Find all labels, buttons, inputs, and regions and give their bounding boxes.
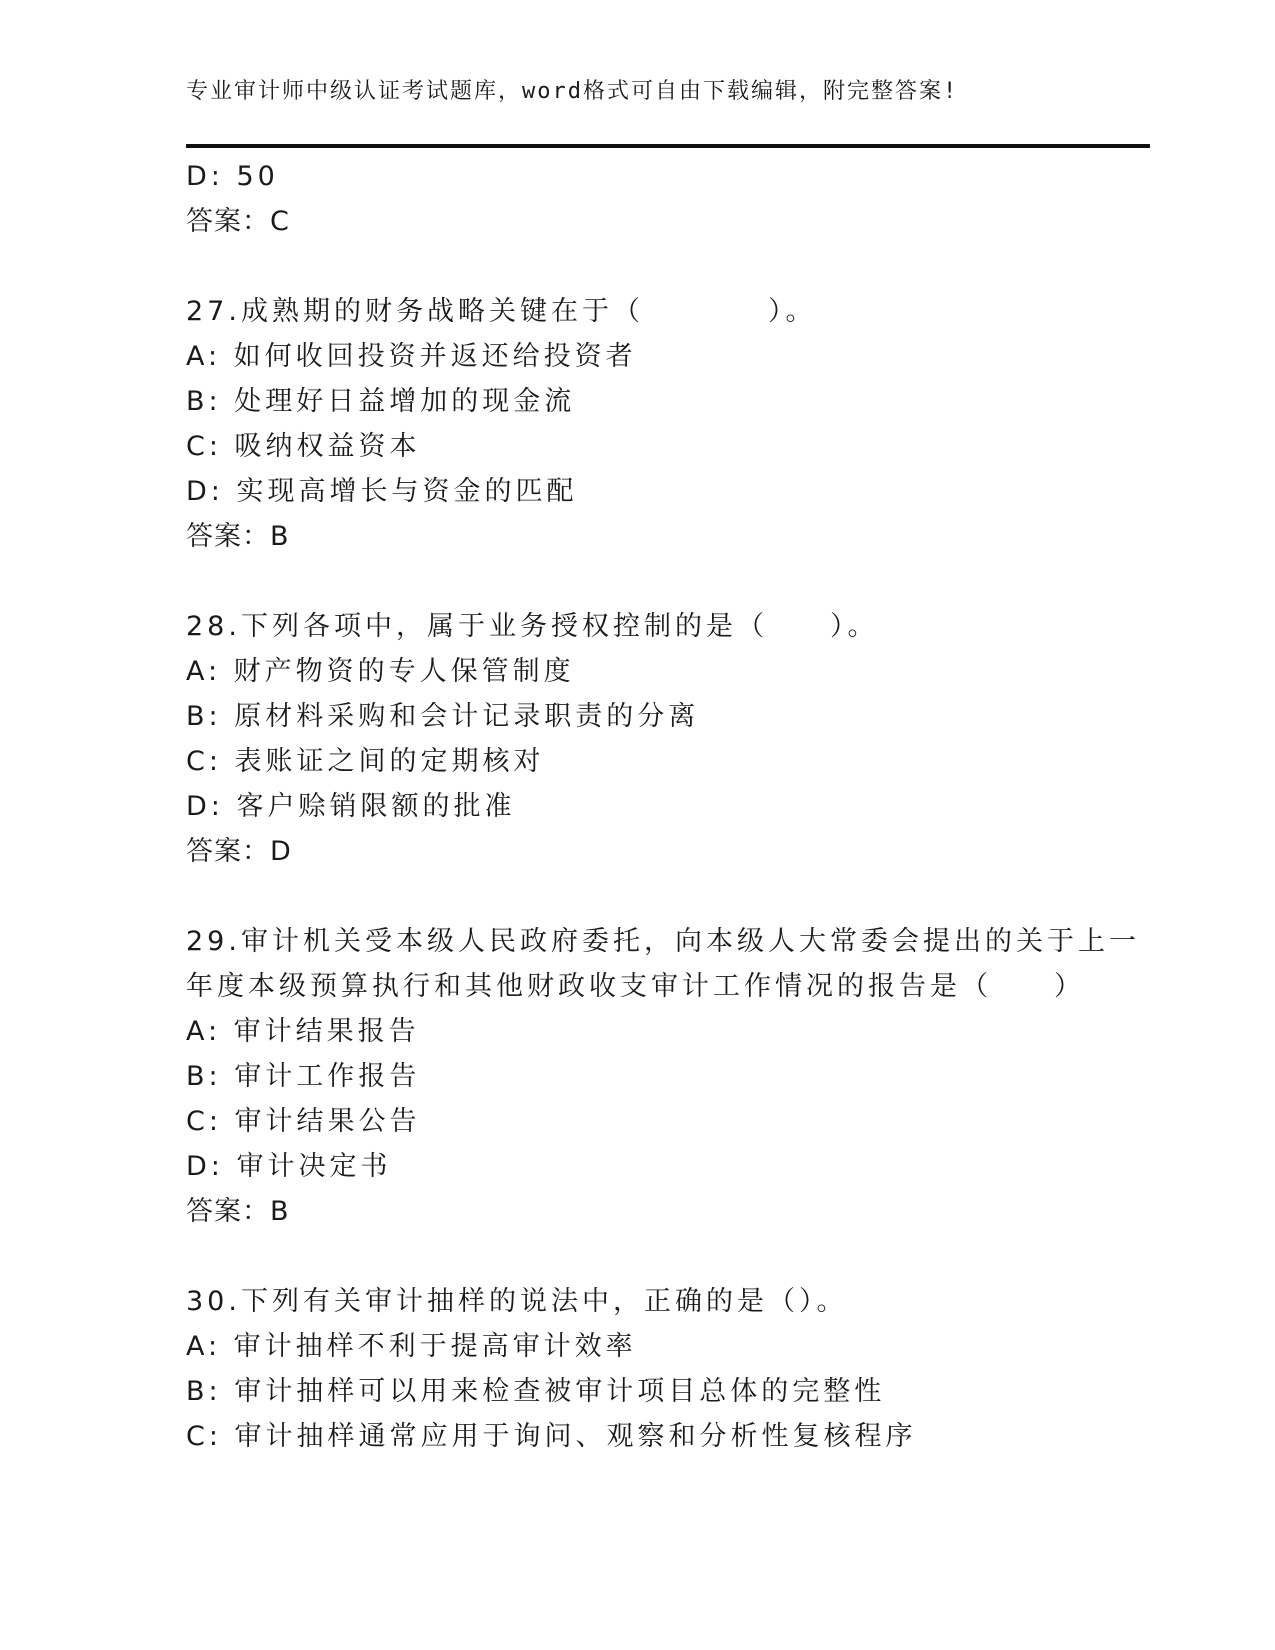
option-d: D: 审计决定书 (186, 1151, 392, 1182)
question-28 (186, 604, 1086, 874)
option-a: A: 审计结果报告 (186, 1016, 420, 1047)
question-stem: 30.下列有关审计抽样的说法中，正确的是（）。 (186, 1286, 848, 1317)
option-a: A: 如何收回投资并返还给投资者 (186, 341, 637, 372)
option-b: B: 处理好日益增加的现金流 (186, 386, 576, 417)
question-content (186, 154, 1140, 1459)
option-c: C: 表账证之间的定期核对 (186, 746, 545, 777)
question-stem: 28.下列各项中，属于业务授权控制的是（ ）。 (186, 611, 879, 642)
header-divider (186, 144, 1150, 148)
answer-line: 答案：B (186, 1196, 290, 1227)
option-d: D: 客户赊销限额的批准 (186, 791, 516, 822)
option-a: A: 审计抽样不利于提高审计效率 (186, 1331, 637, 1362)
question-stem-line-1: 29.审计机关受本级人民政府委托，向本级人大常委会提出的关于上一 (186, 926, 1140, 957)
question-stem-line-2: 年度本级预算执行和其他财政收支审计工作情况的报告是（ ） (186, 971, 1085, 1002)
page-header: 专业审计师中级认证考试题库，word格式可自由下载编辑，附完整答案! (186, 79, 959, 104)
option-d: D: 50 (186, 161, 279, 192)
question-30 (186, 1279, 1086, 1459)
answer-line: 答案：C (186, 206, 290, 237)
question-27 (186, 289, 1086, 559)
answer-line: 答案：D (186, 836, 292, 867)
option-c: C: 审计抽样通常应用于询问、观察和分析性复核程序 (186, 1421, 917, 1452)
option-a: A: 财产物资的专人保管制度 (186, 656, 575, 687)
option-b: B: 原材料采购和会计记录职责的分离 (186, 701, 700, 732)
question-stem: 27.成熟期的财务战略关键在于（ ）。 (186, 296, 817, 327)
answer-line: 答案：B (186, 521, 290, 552)
option-c: C: 吸纳权益资本 (186, 431, 421, 462)
question-29 (186, 919, 1140, 1234)
option-c: C: 审计结果公告 (186, 1106, 421, 1137)
option-b: B: 审计工作报告 (186, 1061, 421, 1092)
option-b: B: 审计抽样可以用来检查被审计项目总体的完整性 (186, 1376, 886, 1407)
option-d: D: 实现高增长与资金的匹配 (186, 476, 578, 507)
